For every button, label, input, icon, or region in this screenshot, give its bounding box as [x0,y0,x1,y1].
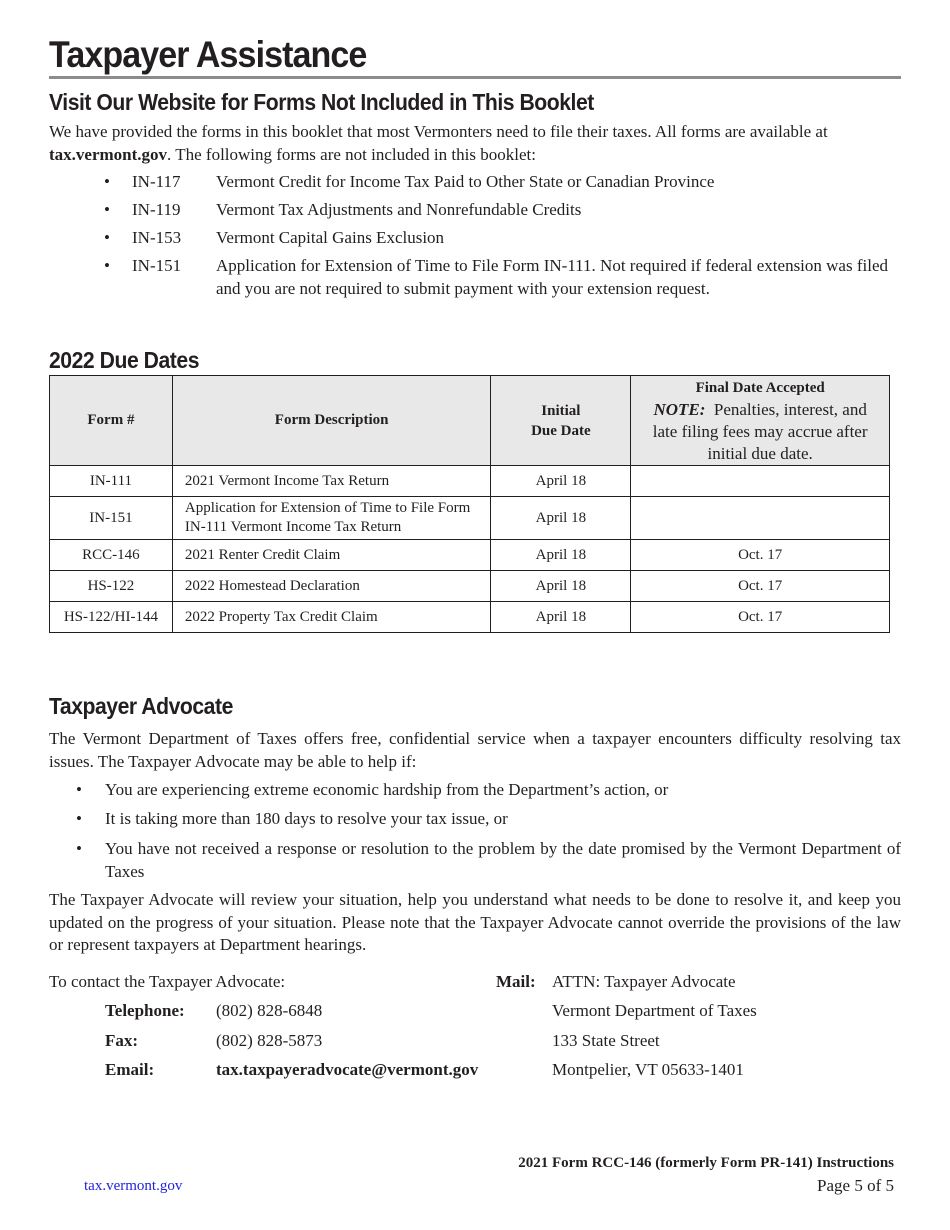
cell-initial: April 18 [491,466,631,497]
website-intro [49,121,901,166]
cell-form: IN-111 [50,466,173,497]
bullet-icon: • [104,256,110,275]
col-header-description: Form Description [172,376,491,466]
cell-initial: April 18 [491,540,631,571]
cell-description: Application for Extension of Time to File Form IN-111 Vermont Income Tax Return [172,497,491,540]
initial-line2: Due Date [531,422,591,439]
form-code: IN-151 [132,256,182,275]
telephone-label: Telephone: [105,1001,185,1020]
page-title: Taxpayer Assistance [49,34,367,75]
website-heading: Visit Our Website for Forms Not Included in This Booklet [49,89,594,115]
due-dates-table [49,375,890,633]
website-intro-tail: . The following forms are not included in this booklet: [167,144,536,164]
website-intro-text: We have provided the forms in this booklet that most Vermonters need to file their taxes. All forms are available at [49,122,828,141]
mail-line: 133 State Street [552,1031,660,1050]
cell-description: 2022 Property Tax Credit Claim [172,602,491,633]
note-label: NOTE: [653,399,706,419]
cell-final: Oct. 17 [631,540,890,571]
initial-line1: Initial [541,402,581,419]
col-header-initial [491,376,631,466]
fax-label: Fax: [105,1031,139,1050]
email-label: Email: [105,1060,155,1079]
form-desc: Application for Extension of Time to File Form IN-111. Not required if federal extension was filed and you are not required to submit payment with your extension request. [216,256,888,298]
col-header-final [631,376,890,466]
cell-form: IN-151 [50,497,173,540]
table-row [50,497,890,540]
cell-initial: April 18 [491,602,631,633]
form-list-item [104,255,904,301]
contact-intro: To contact the Taxpayer Advocate: [49,972,286,991]
cell-form: HS-122/HI-144 [50,602,173,633]
bullet-icon: • [76,809,82,828]
cell-description: 2022 Homestead Declaration [172,571,491,602]
bullet-text: It is taking more than 180 days to resolve your tax issue, or [105,809,508,828]
table-header-row [50,376,890,466]
advocate-closing: The Taxpayer Advocate will review your situation, help you understand what needs to be done to resolve it, and keep you updated on the progress of your situation. Please note that the Taxpayer Advocate cannot override the provisions of the law or represent taxpayers at Department hearings. [49,890,901,954]
col-header-form: Form # [50,376,173,466]
advocate-bullet [76,838,901,883]
email-value[interactable]: tax.taxpayeradvocate@vermont.gov [216,1060,479,1079]
footer-page-number: Page 5 of 5 [817,1176,894,1195]
mail-line: Montpelier, VT 05633-1401 [552,1060,744,1079]
table-row [50,540,890,571]
cell-form: RCC-146 [50,540,173,571]
fax-value: (802) 828-5873 [216,1031,323,1050]
mail-label: Mail: [496,972,536,991]
note-text: Penalties, interest, and late filing fees may accrue after initial due date. [652,399,868,463]
cell-initial: April 18 [491,497,631,540]
form-desc: Vermont Tax Adjustments and Nonrefundable Credits [216,200,582,219]
advocate-intro: The Vermont Department of Taxes offers free, confidential service when a taxpayer encounters difficulty resolving tax issues. The Taxpayer Advocate may be able to help if: [49,729,901,771]
advocate-bullet [76,779,901,802]
title-rule [49,76,901,79]
table-row [50,571,890,602]
cell-description: 2021 Vermont Income Tax Return [172,466,491,497]
table-row [50,602,890,633]
cell-final: Oct. 17 [631,571,890,602]
bullet-icon: • [104,200,110,219]
bullet-text: You are experiencing extreme economic hardship from the Department’s action, or [105,780,669,799]
website-link[interactable]: tax.vermont.gov [49,144,168,164]
bullet-icon: • [104,172,110,191]
form-code: IN-119 [132,200,181,219]
bullet-icon: • [76,780,82,799]
bullet-text: You have not received a response or resolution to the problem by the date promised by the Vermont Department of Taxes [105,839,901,881]
footer-form-title: 2021 Form RCC-146 (formerly Form PR-141) Instructions [518,1155,894,1171]
due-dates-heading: 2022 Due Dates [49,347,200,373]
mail-line: ATTN: Taxpayer Advocate [552,972,736,991]
form-code: IN-153 [132,228,182,247]
cell-description: 2021 Renter Credit Claim [172,540,491,571]
cell-final [631,497,890,540]
footer-link[interactable]: tax.vermont.gov [84,1178,183,1194]
form-desc: Vermont Credit for Income Tax Paid to Other State or Canadian Province [216,172,715,191]
form-code: IN-117 [132,172,181,191]
cell-initial: April 18 [491,571,631,602]
bullet-icon: • [76,839,82,858]
bullet-icon: • [104,228,110,247]
mail-line: Vermont Department of Taxes [552,1001,757,1020]
advocate-bullet [76,808,901,831]
cell-final: Oct. 17 [631,602,890,633]
final-note [643,399,877,465]
cell-form: HS-122 [50,571,173,602]
telephone-value[interactable]: (802) 828-6848 [216,1001,323,1020]
final-title: Final Date Accepted [695,379,825,396]
cell-final [631,466,890,497]
table-row [50,466,890,497]
form-desc: Vermont Capital Gains Exclusion [216,228,445,247]
advocate-heading: Taxpayer Advocate [49,693,233,719]
